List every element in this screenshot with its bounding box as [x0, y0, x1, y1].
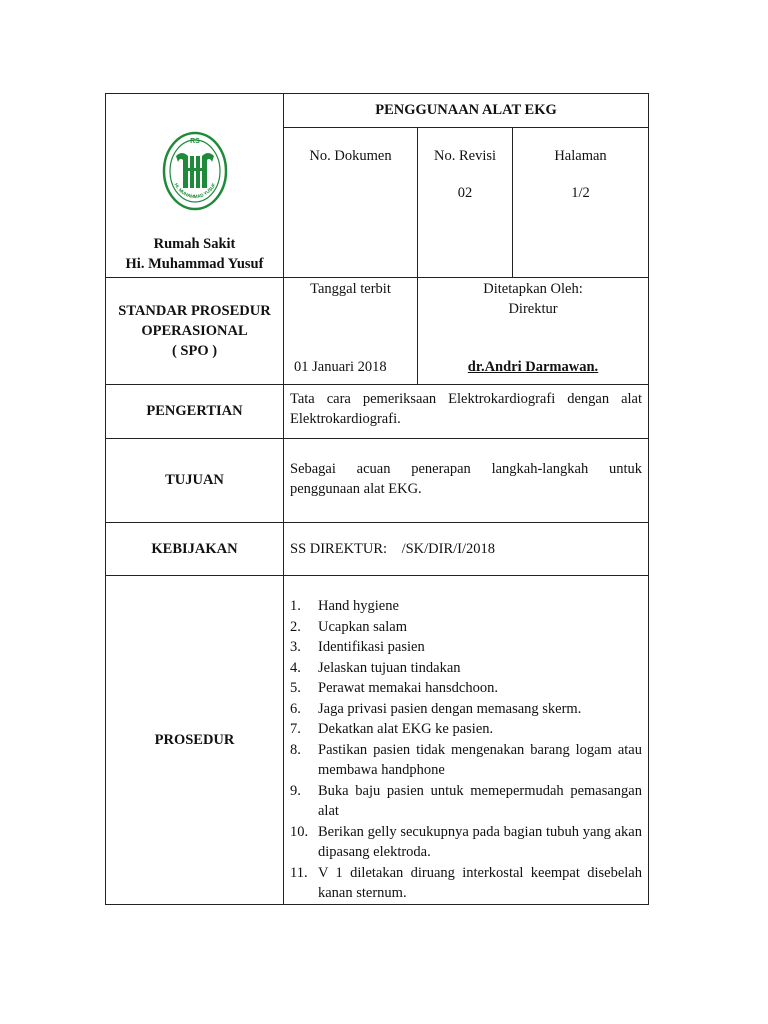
spo-line2: OPERASIONAL	[141, 323, 248, 339]
header-row	[106, 94, 648, 278]
step-text: Ucapkan salam	[318, 618, 407, 635]
list-item	[290, 596, 642, 617]
step-number: 8.	[290, 741, 301, 758]
kebijakan-text: SS DIREKTUR: /SK/DIR/I/2018	[290, 541, 496, 557]
logo-ring-text: Hi. MUHAMMAD YUSUF	[172, 182, 217, 200]
step-number: 7.	[290, 721, 301, 737]
step-number: 9.	[290, 782, 301, 799]
no-dokumen-label: No. Dokumen	[309, 148, 392, 164]
prosedur-steps	[284, 576, 648, 904]
kebijakan-row	[106, 523, 648, 576]
step-number: 10.	[290, 823, 309, 840]
step-text: Jaga privasi pasien dengan memasang skerm.	[318, 700, 582, 717]
prosedur-row	[106, 576, 648, 904]
logo-rs-text: RS	[189, 138, 200, 145]
spo-line1: STANDAR PROSEDUR	[118, 303, 271, 319]
tanggal-value: 01 Januari 2018	[294, 359, 387, 375]
step-text: Hand hygiene	[318, 598, 399, 614]
list-item	[290, 658, 642, 679]
pengertian-row	[106, 385, 648, 439]
step-number: 6.	[290, 700, 301, 717]
spo-line3: ( SPO )	[171, 343, 218, 359]
tanggal-label: Tanggal terbit	[310, 281, 391, 297]
step-text: Buka baju pasien untuk memepermudah pemasangan alat	[318, 782, 642, 819]
list-item	[290, 617, 642, 638]
kebijakan-label: KEBIJAKAN	[106, 523, 284, 575]
pengertian-text: Tata cara pemeriksaan Elektrokardiografi dengan alat Elektrokardiografi.	[290, 391, 642, 427]
step-text: V 1 diletakan diruang interkostal keempat disebelah kanan sternum.	[318, 864, 642, 901]
list-item	[290, 678, 642, 699]
step-number: 2.	[290, 618, 301, 635]
ditetapkan-role: Direktur	[508, 301, 558, 317]
spo-row	[106, 278, 648, 385]
step-text: Identifikasi pasien	[318, 639, 425, 655]
no-revisi-cell	[418, 128, 513, 277]
no-revisi-value: 02	[457, 185, 473, 201]
step-number: 11.	[290, 864, 308, 881]
list-item	[290, 822, 642, 863]
tanggal-terbit-cell	[284, 278, 418, 384]
spo-title	[106, 278, 284, 384]
ditetapkan-label: Ditetapkan Oleh:	[483, 281, 583, 297]
list-item	[290, 637, 642, 658]
step-text: Perawat memakai hansdchoon.	[318, 680, 498, 696]
document-title: PENGGUNAAN ALAT EKG	[284, 94, 648, 128]
halaman-label: Halaman	[554, 148, 607, 164]
no-dokumen-cell	[284, 128, 418, 277]
halaman-cell	[513, 128, 648, 277]
step-number: 1.	[290, 598, 301, 614]
list-item	[290, 719, 642, 740]
list-item	[290, 781, 642, 822]
tujuan-text: Sebagai acuan penerapan langkah-langkah untuk penggunaan alat EKG.	[290, 461, 642, 497]
spo-document	[105, 93, 649, 905]
hospital-line1: Rumah Sakit	[153, 236, 236, 252]
spo-right	[284, 278, 648, 384]
list-item	[290, 863, 642, 904]
list-item	[290, 740, 642, 781]
halaman-value: 1/2	[571, 185, 590, 201]
hospital-name	[126, 234, 264, 274]
ditetapkan-cell	[418, 278, 648, 384]
step-text: Jelaskan tujuan tindakan	[318, 659, 461, 676]
tujuan-label: TUJUAN	[106, 439, 284, 522]
step-text: Dekatkan alat EKG ke pasien.	[318, 721, 494, 737]
pengertian-label: PENGERTIAN	[106, 385, 284, 438]
hospital-line2: Hi. Muhammad Yusuf	[125, 256, 264, 272]
step-text: Berikan gelly secukupnya pada bagian tubuh yang akan dipasang elektroda.	[318, 823, 642, 860]
tujuan-row	[106, 439, 648, 523]
prosedur-label: PROSEDUR	[106, 576, 284, 904]
no-revisi-label: No. Revisi	[433, 148, 497, 164]
step-number: 4.	[290, 659, 301, 676]
hospital-logo-icon	[162, 130, 228, 212]
steps-list	[284, 576, 648, 904]
step-text: Pastikan pasien tidak mengenakan barang logam atau membawa handphone	[318, 741, 642, 778]
step-number: 5.	[290, 680, 301, 696]
hospital-block	[106, 94, 284, 277]
step-number: 3.	[290, 639, 301, 655]
document-meta	[284, 128, 648, 277]
list-item	[290, 699, 642, 720]
header-right	[284, 94, 648, 277]
director-name: dr.Andri Darmawan.	[467, 359, 599, 375]
